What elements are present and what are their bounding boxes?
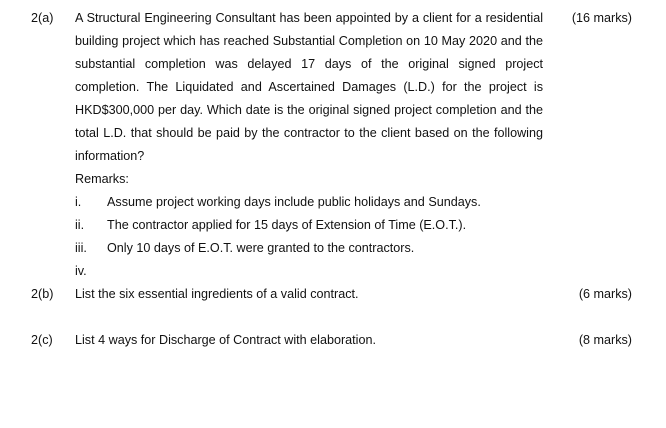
question-text-2b: List the six essential ingredients of a valid contract.: [75, 287, 359, 301]
question-marks-2b: (6 marks): [578, 287, 632, 301]
question-marks-2c: (8 marks): [578, 333, 632, 347]
question-number-2b: 2(b): [31, 287, 54, 301]
remark-numeral: ii.: [75, 218, 85, 232]
question-number-2a: 2(a): [31, 11, 54, 25]
question-text-2a: A Structural Engineering Consultant has been appointed by a client for a residential building project which has reached Substantial Completion on 10 May 2020 and the substantial completion was delayed 17 days of the original signed project completion. The Liquidated and Ascertained Damages (L.D.) for the project is HKD$300,000 per day. Which date is the original signed project completion and the total L.D. that should be paid by the contractor to the client based on the following information?: [75, 11, 543, 163]
remarks-label: Remarks:: [75, 172, 129, 186]
remark-numeral: i.: [75, 195, 82, 209]
remark-text: The contractor applied for 15 days of Extension of Time (E.O.T.).: [107, 218, 467, 232]
remark-numeral: iii.: [75, 241, 87, 255]
question-marks-2a: (16 marks): [571, 11, 632, 25]
remark-text: Assume project working days include public holidays and Sundays.: [107, 195, 481, 209]
question-number-2c: 2(c): [31, 333, 53, 347]
remark-text: Only 10 days of E.O.T. were granted to the contractors.: [107, 241, 415, 255]
remark-numeral: iv.: [75, 264, 87, 278]
question-text-2c: List 4 ways for Discharge of Contract with elaboration.: [75, 333, 376, 347]
